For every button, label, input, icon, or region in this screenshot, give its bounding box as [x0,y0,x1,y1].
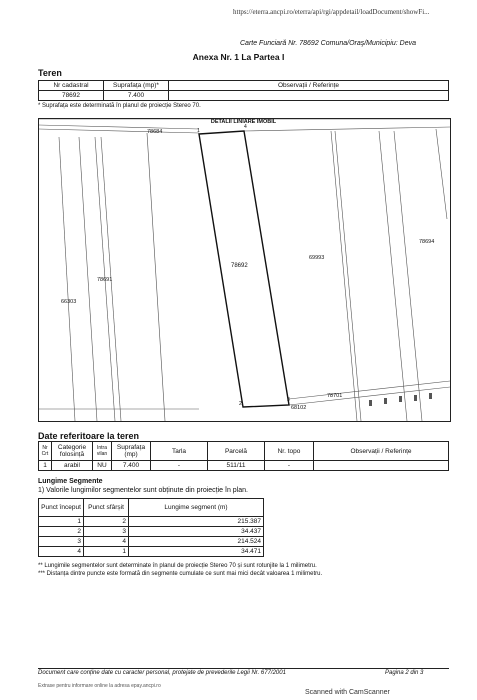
teren-table [38,80,449,101]
map-title: DETALII LINIARE IMOBIL [210,119,277,125]
cell-suprafata: 7.400 [104,91,169,101]
seg-1-end: 2 [84,517,129,527]
seg-1-length: 215.387 [129,517,264,527]
col-nr-topo: Nr. topo [265,442,314,461]
label-68102: 68102 [291,405,307,411]
seg-3-start: 3 [39,537,84,547]
col-lungime-label: Lungime segment (m) [164,504,228,511]
cell-suprafata-mp: 7.400 [112,461,151,471]
cell-categorie: arabil [52,461,93,471]
point-3: 3 [287,397,290,403]
parcel-outline [199,131,289,407]
point-2: 2 [239,401,242,407]
segmente-subheading: 1) Valorile lungimilor segmentelor sunt obținute din proiecție în plan. [38,487,248,494]
col-suprafata: Suprafața (mp)* [104,81,169,91]
cell-nr-crt: 1 [39,461,52,471]
col-intravilan: Intra vilan [93,442,112,461]
col-observatii-teren: Observații / Referințe [314,442,449,461]
col-tarla: Tarla [151,442,208,461]
camscanner-watermark: Scanned with CamScanner [305,689,390,696]
cell-intravilan: NU [93,461,112,471]
col-nr-cadastral: Nr cadastral [39,81,104,91]
label-78694: 78694 [419,239,435,245]
teren-heading: Teren [38,68,62,78]
label-78684: 78684 [147,129,163,135]
label-69993: 69993 [309,255,325,261]
cell-observatii-teren [314,461,449,471]
seg-3-end: 4 [84,537,129,547]
col-punct-sfarsit: Punct sfârșit [84,499,129,517]
point-4: 4 [244,124,247,130]
col-lungime [129,499,264,517]
segmente-note-2: *** Distanța dintre puncte este formată din segmente cumulate ce sunt mai mici decât valoarea 1 milimetru. [38,571,323,577]
cell-nr-topo: - [265,461,314,471]
parcel-map-drawing [39,119,450,421]
label-78692: 78692 [231,263,248,269]
seg-2-length: 34.437 [129,527,264,537]
cell-observatii [169,91,449,101]
segmente-note-1: ** Lungimile segmentelor sunt determinate în planul de proiecție Stereo 70 și sunt rotunjite la 1 milimetru. [38,563,317,569]
parcel-map [38,118,451,422]
label-78691: 78691 [97,277,113,283]
label-66303: 66303 [61,299,77,305]
footer-page: Pagina 2 din 3 [385,670,424,676]
seg-2-start: 2 [39,527,84,537]
point-1: 1 [197,128,200,134]
cell-tarla: - [151,461,208,471]
footer-divider [38,668,449,669]
page-title: Anexa Nr. 1 La Partea I [192,52,285,62]
col-parcela: Parcelă [208,442,265,461]
footer-legal: Document care conține date cu caracter personal, protejate de prevederile Legii Nr. 677/2001 [38,670,286,676]
col-nr-crt: Nr Crt [39,442,52,461]
seg-4-start: 4 [39,547,84,557]
segmente-table [38,498,264,557]
seg-2-end: 3 [84,527,129,537]
col-suprafata-mp: Suprafața (mp) [112,442,151,461]
page-url: https://eterra.ancpi.ro/eterra/api/rgi/appdetail/loadDocument/showFi... [233,8,430,16]
date-teren-table [38,441,449,471]
carte-funciara-header: Carte Funciară Nr. 78692 Comuna/Oraş/Municipiu: Deva [240,40,416,47]
seg-1-start: 1 [39,517,84,527]
date-teren-heading: Date referitoare la teren [38,431,140,441]
seg-3-length: 214.524 [129,537,264,547]
cell-nr-cadastral: 78692 [39,91,104,101]
footer-bottom: Extrase pentru informare online la adresa epay.ancpi.ro [38,683,161,689]
col-categorie: Categorie folosință [52,442,93,461]
seg-4-length: 34.471 [129,547,264,557]
label-78701: 78701 [327,393,343,399]
seg-4-end: 1 [84,547,129,557]
cell-parcela: 511/11 [208,461,265,471]
teren-footnote: * Suprafața este determinată în planul de proiecție Stereo 70. [38,103,201,109]
col-punct-inceput: Punct început [39,499,84,517]
col-observatii: Observații / Referințe [169,81,449,91]
segmente-heading: Lungime Segmente [38,478,103,485]
